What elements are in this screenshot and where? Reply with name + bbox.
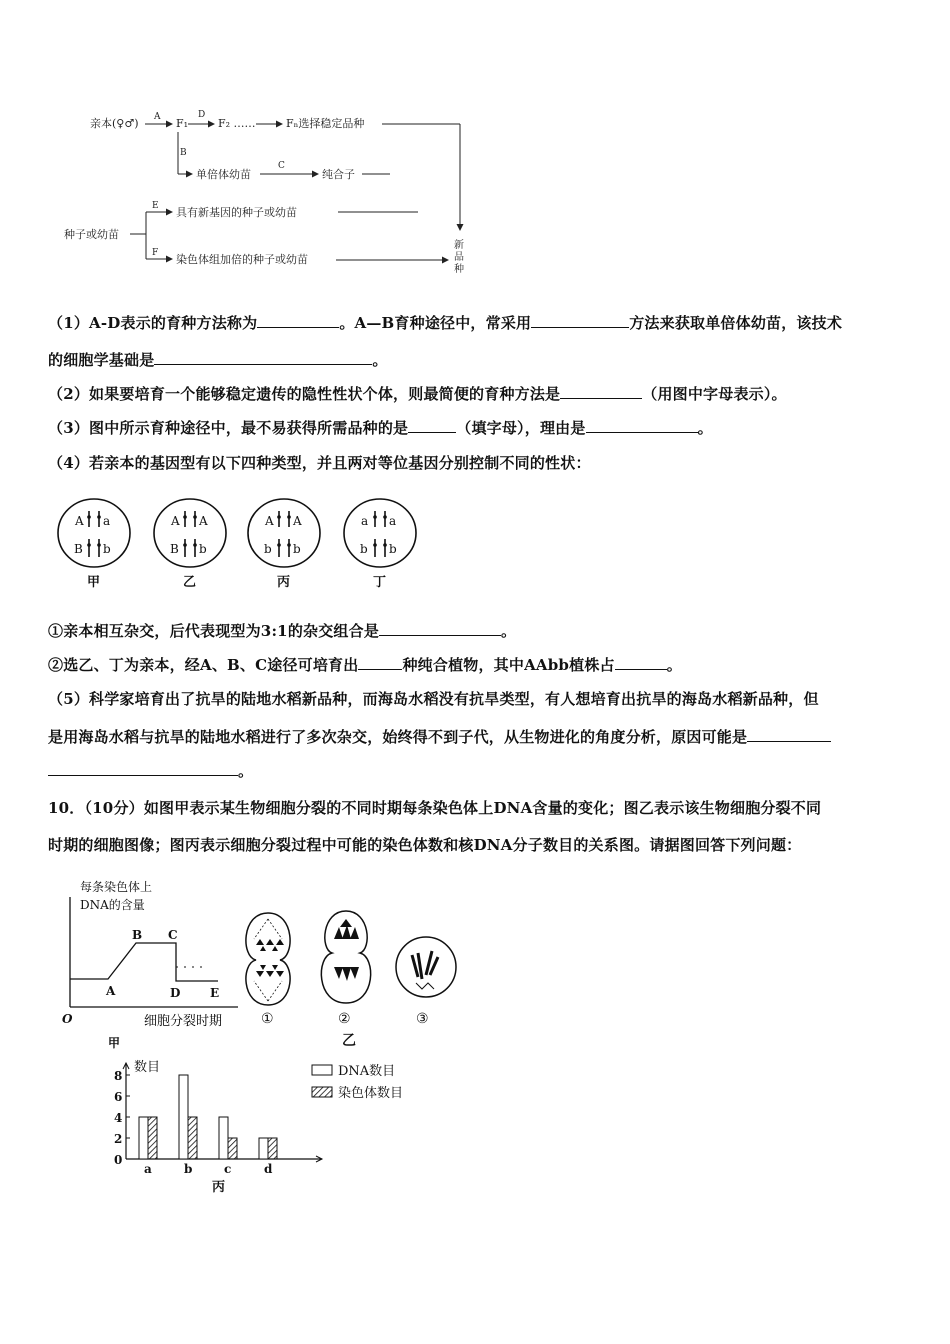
allele-label: b xyxy=(360,542,368,556)
bar-dna-a xyxy=(139,1117,148,1159)
cell-image-1 xyxy=(246,913,290,1005)
figure-yi-caption-text: 乙 xyxy=(342,1033,356,1049)
centromere xyxy=(277,515,281,519)
graph-jia-point-b: B xyxy=(132,928,143,942)
graph-jia-xlabel: 细胞分裂时期 xyxy=(144,1014,223,1029)
flow-homozygote: 纯合子 xyxy=(322,168,355,181)
flow-new-variety-1: 新 xyxy=(454,240,464,251)
answer-blank[interactable] xyxy=(531,313,629,328)
flow-f1: F₁ xyxy=(176,117,189,130)
bar-chromosome-c xyxy=(228,1138,237,1159)
centromere xyxy=(97,543,101,547)
flow-label-f: F xyxy=(152,248,159,258)
chart-ylabel: 数目 xyxy=(134,1060,161,1075)
cell-membrane xyxy=(154,499,226,567)
question-5-line-1: （5）科学家培育出了抗旱的陆地水稻新品种，而海岛水稻没有抗旱类型，有人想培育出抗旱的海岛水稻新品种，但 xyxy=(48,690,819,708)
answer-blank[interactable] xyxy=(48,761,238,776)
question-1-line-1: （1）A-D表示的育种方法称为 。A—B育种途径中，常采用 方法来获取单倍体幼苗，该技术 xyxy=(48,314,843,332)
question-10-line-1: 10．（10分）如图甲表示某生物细胞分裂的不同时期每条染色体上DNA含量的变化；图乙表示该生物细胞分裂不同 xyxy=(48,799,822,817)
bar-dna-b xyxy=(179,1075,188,1159)
question-3: （3）图中所示育种途径中，最不易获得所需品种的是 （填字母），理由是 。 xyxy=(48,419,713,437)
centromere xyxy=(373,543,377,547)
x-tick-label: a xyxy=(144,1162,152,1176)
allele-label: b xyxy=(264,542,272,556)
genotype-cell-label: 甲 xyxy=(87,575,101,590)
answer-blank[interactable] xyxy=(560,384,642,399)
x-tick-label: b xyxy=(184,1162,193,1176)
flow-haploid: 单倍体幼苗 xyxy=(196,168,251,181)
figure-yi xyxy=(236,905,468,1035)
graph-jia-point-a: A xyxy=(106,984,116,998)
centromere xyxy=(277,543,281,547)
allele-label: A xyxy=(293,514,302,528)
centromere xyxy=(87,543,91,547)
graph-jia-caption: 甲 xyxy=(108,1036,121,1050)
flow-new-variety-3: 种 xyxy=(454,264,464,275)
flow-label-a: A xyxy=(154,112,161,122)
legend-swatch xyxy=(312,1087,332,1097)
cell-image-2 xyxy=(321,911,370,1003)
allele-label: A xyxy=(265,514,274,528)
question-5-line-3: 。 xyxy=(48,760,253,781)
allele-label: a xyxy=(103,514,111,528)
cell-label-2: ② xyxy=(338,1011,351,1027)
graph-jia-origin: O xyxy=(62,1012,73,1026)
answer-blank[interactable] xyxy=(257,313,339,328)
allele-label: A xyxy=(75,514,84,528)
question-4-2: ②选乙、丁为亲本，经A、B、C途径可培育出 种纯合植物，其中AAbb植株占 。 xyxy=(48,656,682,674)
centromere xyxy=(287,543,291,547)
question-4-1: ①亲本相互杂交，后代表现型为3:1的杂交组合是 。 xyxy=(48,622,517,640)
chart-title: 丙 xyxy=(212,1180,226,1195)
flow-seed: 种子或幼苗 xyxy=(64,228,119,241)
cell-image-3 xyxy=(396,937,456,997)
bar-chromosome-d xyxy=(268,1138,277,1159)
flow-fn: Fₙ选择稳定品种 xyxy=(286,117,365,130)
chart-bing xyxy=(100,1055,440,1200)
genotype-cell-4 xyxy=(344,499,416,590)
cell-membrane xyxy=(344,499,416,567)
question-4: （4）若亲本的基因型有以下四种类型，并且两对等位基因分别控制不同的性状： xyxy=(48,454,591,472)
flow-label-e: E xyxy=(152,201,159,211)
allele-label: b xyxy=(199,542,207,556)
genotype-cell-1 xyxy=(58,499,130,590)
flow-parent: 亲本(♀♂) xyxy=(90,117,139,130)
legend-label: 染色体数目 xyxy=(338,1086,404,1101)
question-10-line-2: 时期的细胞图像；图丙表示细胞分裂过程中可能的染色体数和核DNA分子数目的关系图。请据图回答下列问题： xyxy=(48,836,802,854)
allele-label: A xyxy=(199,514,208,528)
flow-label-d: D xyxy=(198,110,206,120)
allele-label: b xyxy=(293,542,301,556)
cell-membrane xyxy=(248,499,320,567)
graph-jia-point-e: E xyxy=(210,986,220,1000)
genotype-cells-figure xyxy=(52,495,432,590)
graph-jia-ylabel-2: DNA的含量 xyxy=(80,898,145,912)
question-5-line-2: 是用海岛水稻与抗旱的陆地水稻进行了多次杂交，始终得不到子代，从生物进化的角度分析，原因可能是 xyxy=(48,726,831,747)
flow-new-variety-2: 品 xyxy=(454,252,464,263)
answer-blank[interactable] xyxy=(358,655,402,670)
centromere xyxy=(287,515,291,519)
bar-chromosome-b xyxy=(188,1117,197,1159)
allele-label: a xyxy=(361,514,369,528)
flow-new-gene: 具有新基因的种子或幼苗 xyxy=(176,206,297,219)
question-2: （2）如果要培育一个能够稳定遗传的隐性性状个体，则最简便的育种方法是 （用图中字母表示）。 xyxy=(48,385,787,403)
genotype-cell-label: 乙 xyxy=(183,575,197,590)
allele-label: a xyxy=(389,514,397,528)
centromere xyxy=(193,515,197,519)
allele-label: B xyxy=(170,542,179,556)
bar-chromosome-a xyxy=(148,1117,157,1159)
genotype-cell-2 xyxy=(154,499,226,590)
answer-blank[interactable] xyxy=(747,727,831,742)
flow-label-c: C xyxy=(278,161,285,171)
legend-swatch xyxy=(312,1065,332,1075)
answer-blank[interactable] xyxy=(586,418,698,433)
allele-label: A xyxy=(171,514,180,528)
bar-dna-d xyxy=(259,1138,268,1159)
genotype-cell-label: 丙 xyxy=(277,575,291,590)
centromere xyxy=(383,515,387,519)
genotype-cell-label: 丁 xyxy=(373,575,387,590)
cell-label-3: ③ xyxy=(416,1011,429,1027)
legend-label: DNA数目 xyxy=(338,1064,396,1079)
graph-jia-point-c: C xyxy=(168,928,178,942)
x-tick-label: c xyxy=(224,1162,232,1176)
graph-jia xyxy=(58,875,248,1060)
centromere xyxy=(183,543,187,547)
answer-blank[interactable] xyxy=(379,621,501,636)
y-tick-label: 0 xyxy=(114,1153,123,1167)
centromere xyxy=(97,515,101,519)
flow-chrom-double: 染色体组加倍的种子或幼苗 xyxy=(176,253,308,266)
y-tick-label: 6 xyxy=(114,1090,123,1104)
question-1-line-2: 的细胞学基础是 。 xyxy=(48,351,388,369)
allele-label: B xyxy=(74,542,83,556)
allele-label: b xyxy=(103,542,111,556)
bar-dna-c xyxy=(219,1117,228,1159)
allele-label: b xyxy=(389,542,397,556)
y-tick-label: 4 xyxy=(114,1111,123,1125)
y-tick-label: 2 xyxy=(114,1132,123,1146)
centromere xyxy=(373,515,377,519)
graph-jia-point-d: D xyxy=(170,986,181,1000)
centromere xyxy=(183,515,187,519)
genotype-cell-3 xyxy=(248,499,320,590)
flow-label-b: B xyxy=(180,148,187,158)
answer-blank[interactable] xyxy=(408,418,456,433)
cell-membrane xyxy=(58,499,130,567)
answer-blank[interactable] xyxy=(615,655,667,670)
centromere xyxy=(87,515,91,519)
graph-jia-ylabel-1: 每条染色体上 xyxy=(80,880,153,894)
breeding-flow-diagram xyxy=(60,100,480,285)
answer-blank[interactable] xyxy=(154,350,372,365)
x-tick-label: d xyxy=(264,1162,273,1176)
cell-label-1: ① xyxy=(261,1011,274,1027)
y-tick-label: 8 xyxy=(114,1069,123,1083)
centromere xyxy=(193,543,197,547)
flow-f2: F₂ …… xyxy=(218,117,256,130)
centromere xyxy=(383,543,387,547)
